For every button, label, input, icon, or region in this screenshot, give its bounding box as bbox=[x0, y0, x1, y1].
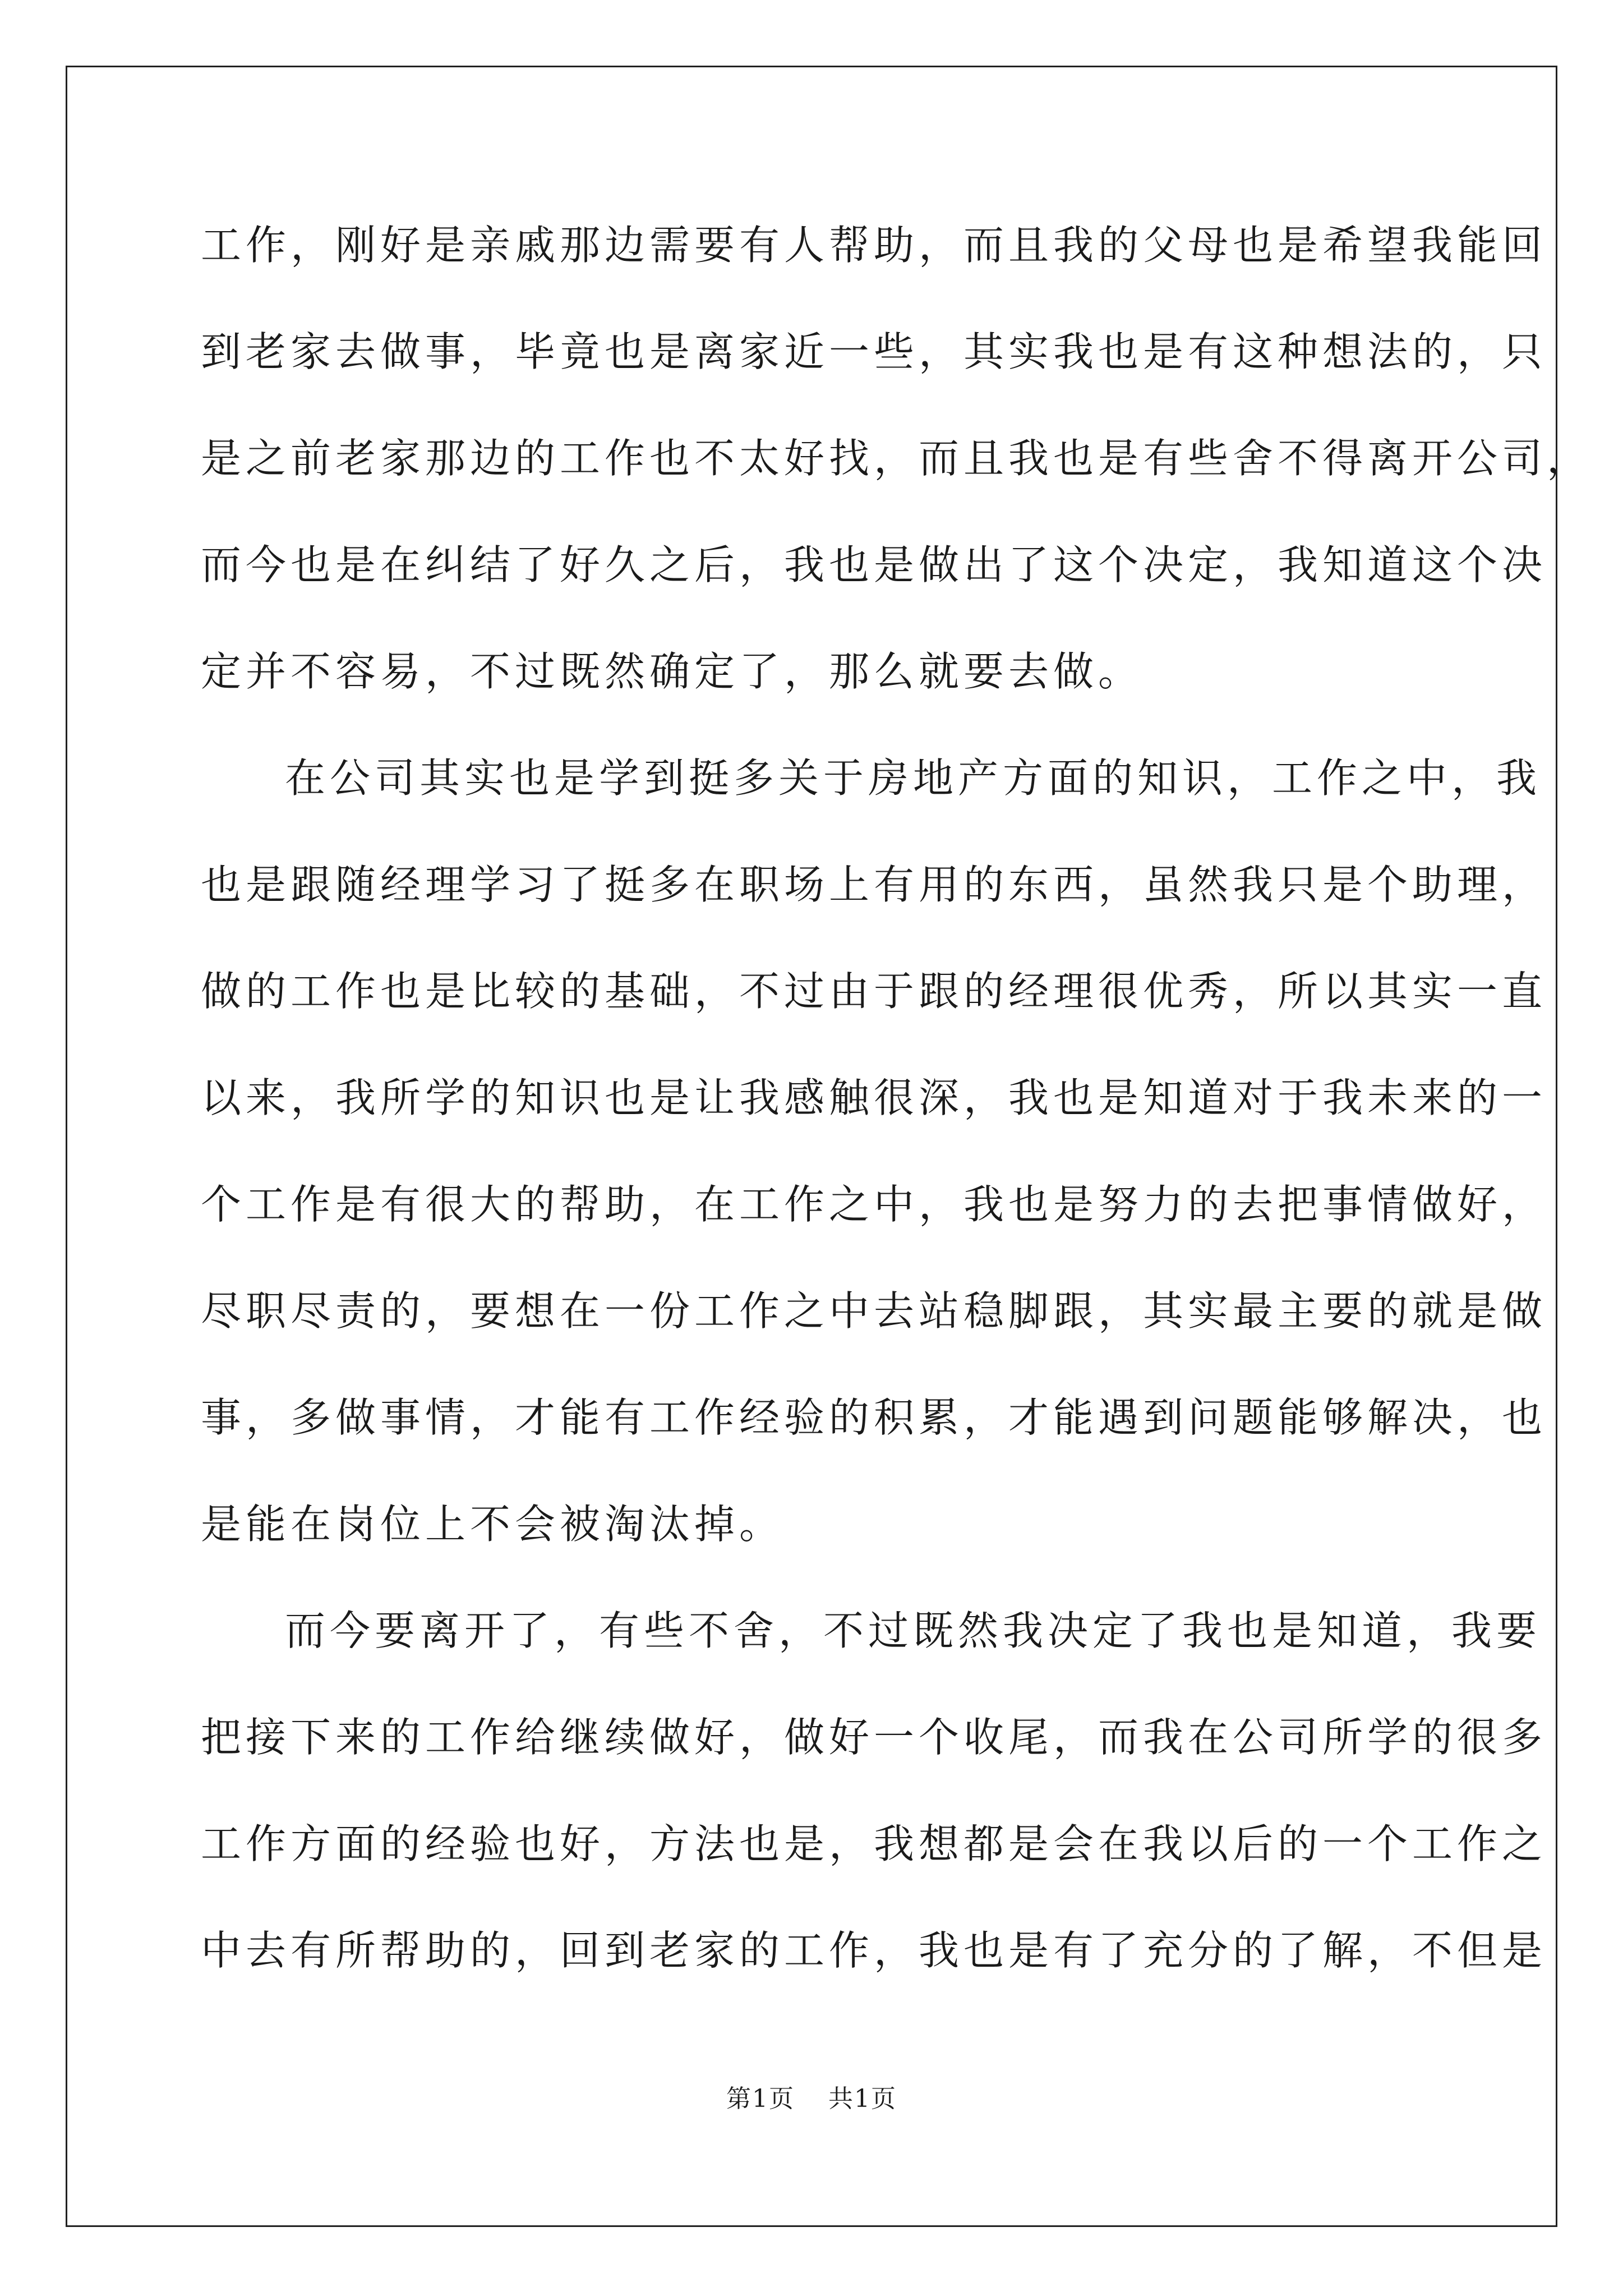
text-line: 定并不容易，不过既然确定了，那么就要去做。 bbox=[201, 648, 1144, 695]
text-line: 做的工作也是比较的基础，不过由于跟的经理很优秀，所以其实一直 bbox=[201, 968, 1547, 1015]
document-body bbox=[201, 219, 1592, 2031]
page-number: 第1页 bbox=[726, 2085, 795, 2113]
text-line: 也是跟随经理学习了挺多在职场上有用的东西，虽然我只是个助理， bbox=[201, 861, 1547, 908]
text-line: 事，多做事情，才能有工作经验的积累，才能遇到问题能够解决，也 bbox=[201, 1394, 1547, 1441]
text-line: 是能在岗位上不会被淘汰掉。 bbox=[201, 1501, 785, 1548]
text-line: 工作方面的经验也好，方法也是，我想都是会在我以后的一个工作之 bbox=[201, 1820, 1547, 1867]
text-line: 尽职尽责的，要想在一份工作之中去站稳脚跟，其实最主要的就是做 bbox=[201, 1287, 1547, 1335]
paragraph-first-line: 而今要离开了，有些不舍，不过既然我决定了我也是知道，我要 bbox=[285, 1607, 1542, 1654]
text-line: 中去有所帮助的，回到老家的工作，我也是有了充分的了解，不但是 bbox=[201, 1927, 1547, 1974]
text-line: 是之前老家那边的工作也不太好找，而且我也是有些舍不得离开公司， bbox=[201, 435, 1592, 482]
text-line: 以来，我所学的知识也是让我感触很深，我也是知道对于我未来的一 bbox=[201, 1074, 1547, 1121]
text-line: 而今也是在纠结了好久之后，我也是做出了这个决定，我知道这个决 bbox=[201, 541, 1547, 588]
text-line: 把接下来的工作给继续做好，做好一个收尾，而我在公司所学的很多 bbox=[201, 1714, 1547, 1761]
page-footer bbox=[0, 2078, 1623, 2114]
text-line: 到老家去做事，毕竟也是离家近一些，其实我也是有这种想法的，只 bbox=[201, 328, 1547, 375]
text-line: 工作，刚好是亲戚那边需要有人帮助，而且我的父母也是希望我能回 bbox=[201, 222, 1547, 269]
text-line: 个工作是有很大的帮助，在工作之中，我也是努力的去把事情做好， bbox=[201, 1181, 1547, 1228]
paragraph-first-line: 在公司其实也是学到挺多关于房地产方面的知识，工作之中，我 bbox=[285, 754, 1542, 802]
page-total: 共1页 bbox=[828, 2085, 897, 2113]
